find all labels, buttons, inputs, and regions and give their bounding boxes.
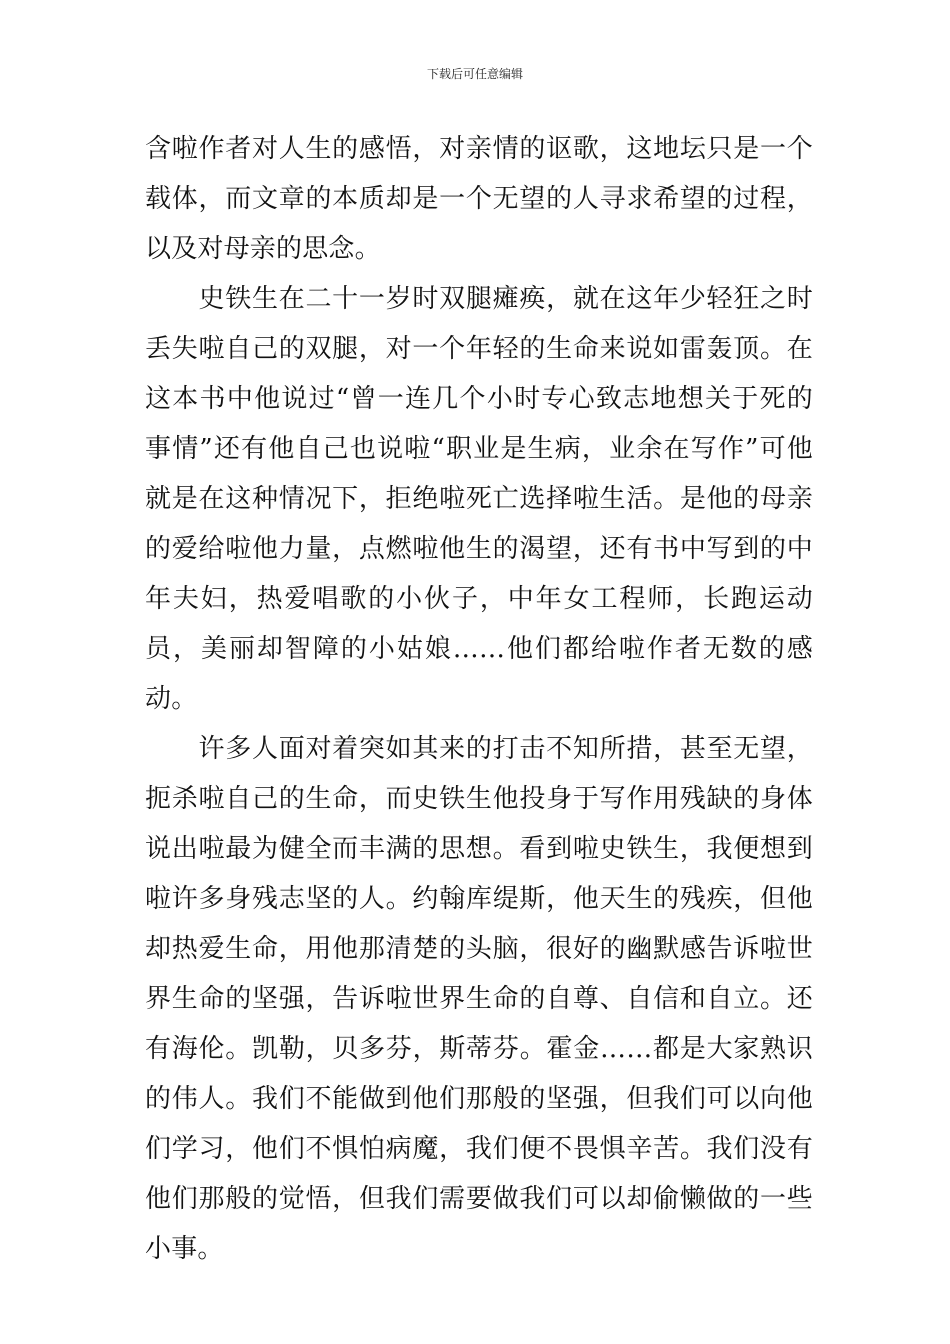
paragraph-1: 含啦作者对人生的感悟，对亲情的讴歌，这地坛只是一个载体，而文章的本质却是一个无望的人寻求希望的过程，以及对母亲的思念。 (145, 134, 813, 264)
page-header: 下载后可任意编辑 (426, 67, 523, 81)
body-text (145, 124, 813, 1274)
paragraph-3: 许多人面对着突如其来的打击不知所措，甚至无望，扼杀啦自己的生命，而史铁生他投身于写作用残缺的身体说出啦最为健全而丰满的思想。看到啦史铁生，我便想到啦许多身残志坚的人。约翰库缇斯，他天生的残疾，但他却热爱生命，用他那清楚的头脑，很好的幽默感告诉啦世界生命的坚强，告诉啦世界生命的自尊、自信和自立。还有海伦。凯勒，贝多芬，斯蒂芬。霍金……都是大家熟识的伟人。我们不能做到他们那般的坚强，但我们可以向他们学习，他们不惧怕病魔，我们便不畏惧辛苦。我们没有他们那般的觉悟，但我们需要做我们可以却偷懒做的一些小事。 (145, 734, 813, 1264)
paragraph-2: 史铁生在二十一岁时双腿瘫痪，就在这年少轻狂之时丢失啦自己的双腿，对一个年轻的生命来说如雷轰顶。在这本书中他说过“曾一连几个小时专心致志地想关于死的事情”还有他自己也说啦“职业是生病，业余在写作”可他就是在这种情况下，拒绝啦死亡选择啦生活。是他的母亲的爱给啦他力量，点燃啦他生的渴望，还有书中写到的中年夫妇，热爱唱歌的小伙子，中年女工程师，长跑运动员，美丽却智障的小姑娘……他们都给啦作者无数的感动。 (145, 284, 813, 714)
